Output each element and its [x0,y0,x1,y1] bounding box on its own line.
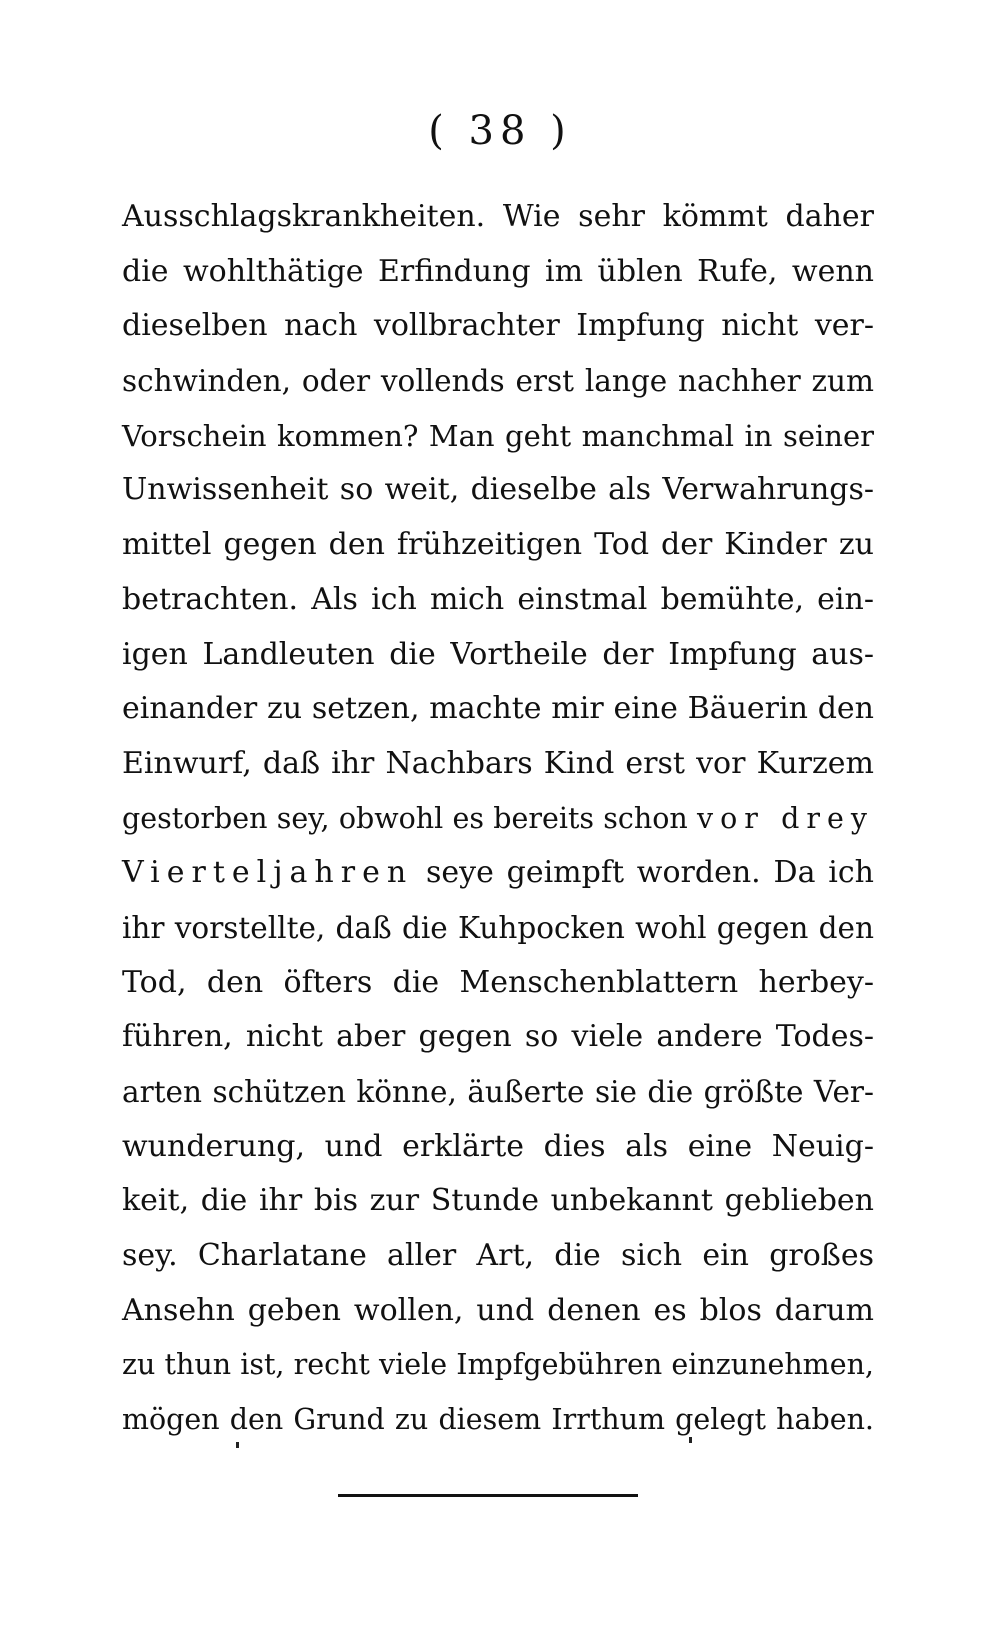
text-line-5: Vorschein kommen? Man geht manchmal in seiner [122,418,874,453]
text-line-12-start: gestorben sey, obwohl es bereits schon [122,801,688,835]
text-line-18: wunderung, und erklärte dies als eine Neuig- [122,1128,874,1164]
text-line-6: Unwissenheit so weit, dieselbe als Verwahrungs- [122,472,874,508]
text-line-14: ihr vorstellte, daß die Kuhpocken wohl gegen den [122,910,874,945]
text-line-19: keit, die ihr bis zur Stunde unbekannt geblieben [122,1183,874,1219]
text-line-21: Ansehn geben wollen, und denen es blos darum [122,1292,874,1328]
ink-speck [689,1437,692,1443]
text-line-13 [122,846,874,901]
text-line-7: mittel gegen den frühzeitigen Tod der Kinder zu [122,527,874,563]
text-line-15: Tod, den öfters die Menschenblattern herbey- [122,964,874,1000]
emphasized-word: Vierteljahren [122,855,414,891]
text-line-20: sey. Charlatane aller Art, die sich ein großes [122,1238,874,1274]
text-line-22: zu thun ist, recht viele Impfgebühren einzunehmen, [122,1348,874,1382]
emphasized-phrase: vor drey [697,801,874,835]
closing-rule [338,1494,638,1497]
text-line-1: Ausschlagskrankheiten. Wie sehr kömmt daher [122,199,874,234]
text-line-9: igen Landleuten die Vortheile der Impfung aus- [122,636,874,672]
ink-speck [236,1442,239,1448]
text-line-17: arten schützen könne, äußerte sie die größte Ver- [122,1075,874,1109]
text-line-8: betrachten. Als ich mich einstmal bemühte, ein- [122,581,874,617]
text-line-13-rest: seye geimpft worden. Da ich [425,855,874,891]
page-number: ( 38 ) [428,108,572,154]
text-line-12 [122,792,874,847]
text-line-23: mögen den Grund zu diesem Irrthum gelegt haben. [122,1403,874,1437]
text-line-4: schwinden, oder vollends erst lange nachher zum [122,364,874,399]
text-line-11: Einwurf, daß ihr Nachbars Kind erst vor Kurzem [122,745,874,781]
text-line-3: dieselben nach vollbrachter Impfung nicht ver- [122,308,874,344]
text-line-16: führen, nicht aber gegen so viele andere Todes- [122,1019,874,1055]
text-line-2: die wohlthätige Erfindung im üblen Rufe, wenn [122,253,874,289]
body-text [122,190,874,1448]
text-line-10: einander zu setzen, machte mir eine Bäuerin den [122,691,874,727]
